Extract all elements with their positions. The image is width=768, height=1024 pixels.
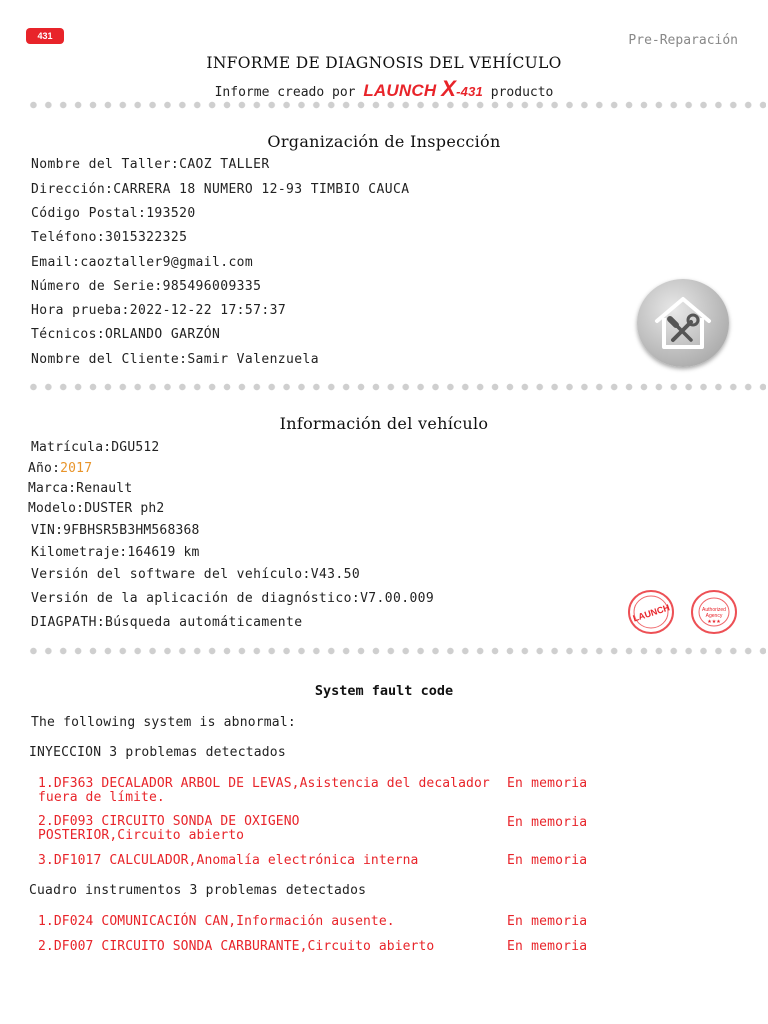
- fault-item: 3.DF1017 CALCULADOR,Anomalía electrónica interna: [38, 853, 419, 868]
- fault-section-title: System fault code: [314, 683, 454, 699]
- fault-status: En memoria: [507, 776, 588, 791]
- fault-intro: The following system is abnormal:: [31, 715, 296, 730]
- org-postal-code: Código Postal:193520: [31, 206, 196, 221]
- svg-text:LAUNCH: LAUNCH: [631, 602, 671, 624]
- subtitle-suffix: producto: [490, 85, 554, 100]
- vehicle-make: Marca:Renault: [28, 481, 133, 496]
- fault-status: En memoria: [507, 853, 588, 868]
- fault-group-heading: INYECCION 3 problemas detectados: [29, 745, 286, 760]
- report-title: INFORME DE DIAGNOSIS DEL VEHÍCULO: [206, 54, 562, 72]
- diagpath: DIAGPATH:Búsqueda automáticamente: [31, 615, 303, 630]
- vehicle-software-version: Versión del software del vehículo:V43.50: [31, 567, 361, 582]
- svg-text:★★★: ★★★: [707, 619, 721, 625]
- vehicle-model: Modelo:DUSTER ph2: [28, 501, 165, 516]
- fault-item: 2.DF007 CIRCUITO SONDA CARBURANTE,Circuito abierto: [38, 939, 435, 954]
- vehicle-vin: VIN:9FBHSR5B3HM568368: [31, 523, 200, 538]
- org-technicians: Técnicos:ORLANDO GARZÓN: [31, 327, 221, 342]
- authorized-agency-seal: [690, 589, 738, 635]
- org-test-time: Hora prueba:2022-12-22 17:57:37: [31, 303, 287, 318]
- diagnostic-app-version: Versión de la aplicación de diagnóstico:V7.00.009: [31, 591, 435, 606]
- launch-logo: LAUNCH X-431: [363, 76, 483, 101]
- fault-group-heading: Cuadro instrumentos 3 problemas detectados: [29, 883, 367, 898]
- vehicle-mileage: Kilometraje:164619 km: [31, 545, 200, 560]
- vehicle-year: Año:2017: [28, 461, 93, 476]
- fault-item: 1.DF024 COMUNICACIÓN CAN,Información ausente.: [38, 914, 395, 929]
- vehicle-plate: Matrícula:DGU512: [31, 440, 160, 455]
- launch-431-badge: 431: [26, 28, 64, 44]
- svg-text:Authorized: Authorized: [702, 607, 726, 613]
- org-phone: Teléfono:3015322325: [31, 230, 188, 245]
- org-email: Email:caoztaller9@gmail.com: [31, 255, 254, 270]
- vehicle-section-title: Información del vehículo: [279, 414, 489, 433]
- fault-item: 2.DF093 CIRCUITO SONDA DE OXIGENO POSTERIOR,Circuito abierto: [38, 814, 300, 843]
- fault-status: En memoria: [507, 914, 588, 929]
- dotted-divider: [26, 383, 766, 391]
- fault-status: En memoria: [507, 815, 588, 830]
- report-subtitle: [0, 76, 768, 102]
- subtitle-prefix: Informe creado por: [214, 85, 356, 100]
- svg-text:Agency: Agency: [705, 613, 723, 619]
- report-stage-label: Pre-Reparación: [628, 33, 738, 48]
- organization-section-title: Organización de Inspección: [267, 132, 501, 151]
- org-client-name: Nombre del Cliente:Samir Valenzuela: [31, 352, 319, 367]
- org-serial-number: Número de Serie:985496009335: [31, 279, 262, 294]
- dotted-divider: [26, 101, 766, 109]
- org-address: Dirección:CARRERA 18 NUMERO 12-93 TIMBIO CAUCA: [31, 182, 410, 197]
- dotted-divider: [26, 647, 766, 655]
- fault-item: 1.DF363 DECALADOR ARBOL DE LEVAS,Asistencia del decalador fuera de límite.: [38, 776, 490, 805]
- org-workshop-name: Nombre del Taller:CAOZ TALLER: [31, 157, 270, 172]
- workshop-house-icon: [637, 279, 729, 367]
- launch-seal: [627, 589, 675, 635]
- fault-status: En memoria: [507, 939, 588, 954]
